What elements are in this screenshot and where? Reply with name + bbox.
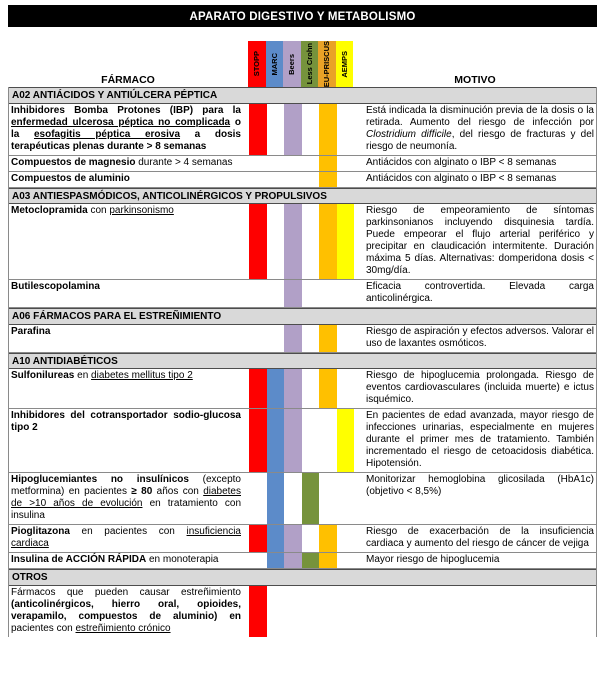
criteria-cell-marc: [267, 156, 285, 171]
motivo-cell: [354, 409, 596, 472]
text-segment: Riesgo de hipoglucemia prolongada. Riesgo de eventos cardiovasculares (incluida muerte) e ictus isquémico.: [366, 370, 594, 405]
text-segment: en pacientes con: [69, 526, 187, 537]
criteria-cell-marc: [267, 204, 285, 279]
text-segment: o la: [11, 116, 241, 140]
text-segment: Está indicada la disminución previa de la dosis o la retirada. Aumento del riesgo de infección por: [366, 104, 594, 128]
criteria-header-label: Less Crohn: [304, 43, 314, 85]
criteria-cell-stopp: [249, 104, 267, 155]
farmaco-cell: [9, 586, 249, 637]
text-segment: a dosis terapéuticas plenas durante > 8 semanas: [11, 128, 241, 152]
criteria-cell-marc: [267, 409, 285, 472]
section-header-label: A06 FÁRMACOS PARA EL ESTREÑIMIENTO: [12, 311, 222, 322]
farmaco-cell: [9, 525, 249, 552]
text-segment: Clostridium difficile: [366, 128, 452, 140]
farmaco-cell: [9, 104, 249, 155]
criteria-header-label: STOPP: [252, 51, 261, 77]
criteria-cell-eupriscus: [319, 104, 337, 155]
criteria-cell-lesschron: [302, 525, 320, 552]
criteria-cell-stopp: [249, 553, 267, 568]
criteria-cell-aemps: [337, 409, 355, 472]
criteria-cell-lesschron: [302, 104, 320, 155]
text-segment: Butilescopolamina: [11, 281, 100, 292]
table-row: [9, 409, 596, 473]
criteria-cell-lesschron: [302, 204, 320, 279]
farmaco-cell: [9, 204, 249, 279]
criteria-cell-lesschron: [302, 156, 320, 171]
text-segment: diabetes mellitus tipo 2: [91, 370, 193, 381]
text-segment: en monoterapia: [146, 554, 219, 565]
criteria-cell-aemps: [337, 104, 355, 155]
motivo-cell: [354, 525, 596, 552]
criteria-cell-eupriscus: [319, 473, 337, 524]
criteria-table: [8, 87, 597, 637]
criteria-cell-beers: [284, 204, 302, 279]
text-segment: (anticolinérgicos, hierro oral, opioides, verapamilo, compuestos de aluminio) en: [11, 598, 241, 622]
criteria-header-label: Beers: [287, 53, 296, 75]
text-segment: con: [87, 205, 110, 216]
motivo-column-header: MOTIVO: [454, 74, 496, 86]
criteria-cell-aemps: [337, 525, 355, 552]
criteria-cell-marc: [267, 325, 285, 352]
section-header: [9, 87, 596, 104]
criteria-header-eupriscus: [318, 41, 336, 87]
table-row: [9, 280, 596, 308]
text-segment: Fármacos que pueden causar estreñimiento: [11, 586, 241, 598]
text-segment: Sulfonilureas: [11, 370, 75, 381]
motivo-cell: [354, 369, 596, 408]
motivo-cell: [354, 172, 596, 187]
criteria-header-aemps: [336, 41, 354, 87]
criteria-headers: [248, 41, 353, 87]
motivo-cell: [354, 553, 596, 568]
text-segment: Insulina de ACCIÓN RÁPIDA: [11, 554, 147, 565]
text-segment: , del riesgo de fracturas y del riesgo de neumonía.: [366, 128, 595, 152]
motivo-cell: [354, 104, 596, 155]
motivo-cell: [354, 586, 596, 637]
criteria-header-lesschron: [301, 41, 319, 87]
section-header: [9, 308, 596, 325]
table-row: [9, 204, 596, 280]
text-segment: pacientes con: [11, 622, 76, 634]
farmaco-cell: [9, 325, 249, 352]
text-segment: (excepto metformina) en pacientes: [11, 474, 241, 497]
criteria-cell-eupriscus: [319, 525, 337, 552]
criteria-cell-eupriscus: [319, 325, 337, 352]
criteria-cell-beers: [284, 409, 302, 472]
criteria-cell-aemps: [337, 204, 355, 279]
text-segment: Antiácidos con alginato o IBP < 8 semanas: [366, 156, 557, 168]
motivo-cell: [354, 473, 596, 524]
text-segment: Riesgo de aspiración y efectos adversos. Valorar el uso de laxantes osmóticos.: [366, 325, 594, 349]
section-header: [9, 188, 596, 205]
criteria-cell-marc: [267, 586, 285, 637]
section-header-label: A10 ANTIDIABÉTICOS: [12, 355, 118, 367]
table-row: [9, 369, 596, 409]
criteria-cell-marc: [267, 473, 285, 524]
text-segment: Compuestos de magnesio: [11, 156, 136, 168]
criteria-cell-beers: [284, 104, 302, 155]
table-row: [9, 553, 596, 569]
text-segment: Eficacia controvertida. Elevada carga anticolinérgica.: [366, 281, 594, 304]
text-segment: Riesgo de empeoramiento de síntomas parkinsonianos incluyendo disquinesia tardía. Puede empeorar el flujo arterial periférico y precipitar en claudicación intermitente. Duración máxima 5 días. Alternativas: domperidona dosis < 30mg/día.: [366, 205, 594, 276]
text-segment: Inhibidores del cotransportador sodio-glucosa tipo 2: [11, 410, 241, 433]
table-row: [9, 325, 596, 353]
criteria-cell-eupriscus: [319, 369, 337, 408]
criteria-cell-lesschron: [302, 473, 320, 524]
text-segment: Compuestos de aluminio: [11, 172, 130, 184]
farmaco-column-header: FÁRMACO: [101, 74, 155, 86]
section-header: [9, 353, 596, 370]
table-row: [9, 586, 596, 637]
farmaco-cell: [9, 172, 249, 187]
section-header-label: A03 ANTIESPASMÓDICOS, ANTICOLINÉRGICOS Y PROPULSIVOS: [12, 190, 327, 202]
farmaco-cell: [9, 553, 249, 568]
criteria-cell-aemps: [337, 586, 355, 637]
criteria-cell-lesschron: [302, 369, 320, 408]
table-header: [8, 41, 597, 87]
criteria-cell-aemps: [337, 156, 355, 171]
table-row: [9, 525, 596, 553]
criteria-header-stopp: [248, 41, 266, 87]
text-segment: para la: [193, 104, 241, 116]
table-row: [9, 473, 596, 525]
farmaco-cell: [9, 409, 249, 472]
criteria-cell-stopp: [249, 172, 267, 187]
criteria-cell-beers: [284, 586, 302, 637]
criteria-cell-stopp: [249, 525, 267, 552]
criteria-cell-stopp: [249, 325, 267, 352]
farmaco-cell: [9, 280, 249, 307]
criteria-cell-aemps: [337, 369, 355, 408]
criteria-cell-stopp: [249, 586, 267, 637]
text-segment: Inhibidores Bomba Protones (IBP): [11, 104, 194, 116]
criteria-cell-beers: [284, 525, 302, 552]
criteria-cell-beers: [284, 473, 302, 524]
criteria-cell-aemps: [337, 553, 355, 568]
text-segment: estreñimiento crónico: [75, 622, 171, 634]
criteria-header-label: MARC: [269, 52, 279, 76]
farmaco-cell: [9, 473, 249, 524]
criteria-cell-eupriscus: [319, 409, 337, 472]
table-row: [9, 172, 596, 188]
motivo-cell: [354, 280, 596, 307]
criteria-header-marc: [266, 41, 284, 87]
table-row: [9, 104, 596, 156]
motivo-cell: [354, 204, 596, 279]
criteria-cell-marc: [267, 369, 285, 408]
text-segment: Monitorizar hemoglobina glicosilada (HbA1c) (objetivo < 8,5%): [366, 474, 594, 497]
criteria-cell-lesschron: [302, 325, 320, 352]
criteria-cell-eupriscus: [319, 204, 337, 279]
text-segment: años con: [152, 486, 204, 497]
text-segment: Pioglitazona: [11, 526, 70, 537]
criteria-cell-eupriscus: [319, 553, 337, 568]
criteria-cell-eupriscus: [319, 280, 337, 307]
criteria-cell-beers: [284, 553, 302, 568]
text-segment: Hipoglucemiantes no insulínicos: [11, 474, 189, 485]
criteria-cell-marc: [267, 525, 285, 552]
criteria-cell-marc: [267, 280, 285, 307]
criteria-cell-marc: [267, 172, 285, 187]
motivo-cell: [354, 156, 596, 171]
criteria-header-label: AEMPS: [339, 50, 349, 78]
criteria-cell-eupriscus: [319, 586, 337, 637]
section-header: [9, 569, 596, 586]
criteria-cell-lesschron: [302, 409, 320, 472]
text-segment: Metoclopramida: [11, 205, 88, 216]
criteria-cell-stopp: [249, 204, 267, 279]
criteria-cell-beers: [284, 369, 302, 408]
criteria-cell-stopp: [249, 280, 267, 307]
criteria-cell-lesschron: [302, 280, 320, 307]
section-header-label: A02 ANTIÁCIDOS Y ANTIÚLCERA PÉPTICA: [12, 90, 218, 101]
text-segment: Mayor riesgo de hipoglucemia: [366, 554, 500, 565]
page-title: APARATO DIGESTIVO Y METABOLISMO: [8, 5, 597, 27]
farmaco-cell: [9, 369, 249, 408]
criteria-cell-eupriscus: [319, 172, 337, 187]
text-segment: durante > 4 semanas: [135, 156, 233, 168]
criteria-cell-stopp: [249, 156, 267, 171]
criteria-cell-beers: [284, 156, 302, 171]
criteria-cell-beers: [284, 325, 302, 352]
criteria-cell-lesschron: [302, 172, 320, 187]
text-segment: En pacientes de edad avanzada, mayor riesgo de infecciones urinarias, especialmente en mujeres durante el primer mes de tratamiento. También incrementado el riesgo de cetoacidosis diabética. Hipotensión.: [366, 410, 594, 469]
criteria-cell-eupriscus: [319, 156, 337, 171]
text-segment: parkinsonismo: [109, 205, 174, 216]
criteria-cell-stopp: [249, 369, 267, 408]
text-segment: enfermedad ulcerosa péptica no complicada: [11, 116, 231, 128]
criteria-cell-beers: [284, 280, 302, 307]
criteria-cell-aemps: [337, 473, 355, 524]
text-segment: en: [74, 370, 92, 381]
criteria-cell-stopp: [249, 409, 267, 472]
section-header-label: OTROS: [12, 572, 48, 583]
criteria-cell-lesschron: [302, 553, 320, 568]
motivo-cell: [354, 325, 596, 352]
farmaco-cell: [9, 156, 249, 171]
criteria-cell-marc: [267, 104, 285, 155]
table-row: [9, 156, 596, 172]
criteria-cell-beers: [284, 172, 302, 187]
text-segment: esofagitis péptica erosiva: [34, 128, 181, 140]
criteria-header-beers: [283, 41, 301, 87]
text-segment: ≥ 80: [131, 486, 153, 497]
criteria-cell-aemps: [337, 172, 355, 187]
criteria-cell-aemps: [337, 325, 355, 352]
text-segment: Antiácidos con alginato o IBP < 8 semanas: [366, 172, 557, 184]
criteria-cell-lesschron: [302, 586, 320, 637]
text-segment: diabetes de >10 años de evolución: [11, 486, 241, 509]
criteria-cell-marc: [267, 553, 285, 568]
text-segment: Parafina: [11, 325, 51, 337]
criteria-header-label: EU-PRISCUS: [322, 41, 331, 87]
text-segment: Riesgo de exacerbación de la insuficiencia cardiaca y aumento del riesgo de cáncer de vejiga: [366, 526, 594, 549]
text-segment: insuficiencia cardiaca: [11, 526, 241, 549]
criteria-cell-stopp: [249, 473, 267, 524]
criteria-cell-aemps: [337, 280, 355, 307]
text-segment: en tratamiento con insulina: [11, 498, 242, 521]
